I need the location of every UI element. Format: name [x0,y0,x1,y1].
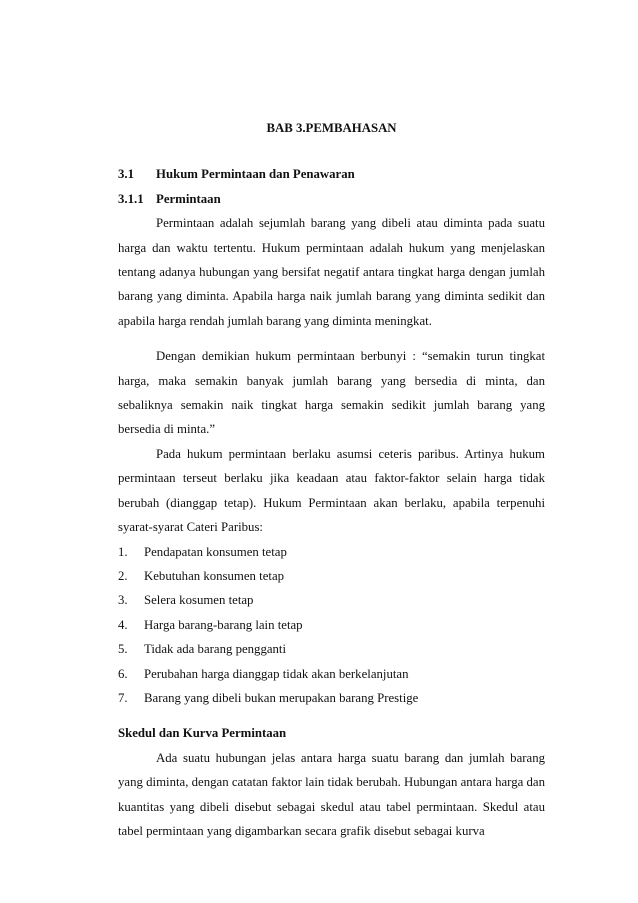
paragraph-definition: Permintaan adalah sejumlah barang yang dibeli atau diminta pada suatu harga dan waktu tertentu. Hukum permintaan adalah hukum yang menjelaskan tentang adanya hubungan yang bersifat negatif antara tingkat harga dengan jumlah barang yang diminta. Apabila harga naik jumlah barang yang diminta sedikit dan apabila harga rendah jumlah barang yang diminta meningkat. [118,216,545,328]
list-item-text: Barang yang dibeli bukan merupakan barang Prestige [144,690,419,705]
list-item-text: Perubahan harga dianggap tidak akan berkelanjutan [144,666,409,681]
section-heading [118,162,545,186]
list-item [118,662,545,686]
subsection-number: 3.1.1 [118,191,144,206]
list-marker: 1. [118,544,128,559]
list-marker: 2. [118,568,128,583]
list-item [118,564,545,588]
list-marker: 4. [118,617,128,632]
section-title: Hukum Permintaan dan Penawaran [156,167,355,182]
list-item-text: Harga barang-barang lain tetap [144,617,303,632]
list-marker: 7. [118,690,128,705]
paragraph-schedule: Ada suatu hubungan jelas antara harga suatu barang dan jumlah barang yang diminta, dengan catatan faktor lain tidak berubah. Hubungan antara harga dan kuantitas yang dibeli disebut sebagai skedul atau tabel permintaan. Skedul atau tabel permintaan yang digambarkan secara grafik disebut sebagai kurva [118,750,545,838]
paragraph-ceteris-paribus: Pada hukum permintaan berlaku asumsi ceteris paribus. Artinya hukum permintaan terseut berlaku jika keadaan atau faktor-faktor selain harga tidak berubah (dianggap tetap). Hukum Permintaan akan berlaku, apabila terpenuhi syarat-syarat Cateri Paribus: [118,446,545,535]
list-marker: 5. [118,642,128,657]
list-item-text: Pendapatan konsumen tetap [144,544,287,559]
list-marker: 3. [118,593,128,608]
subsection-title: Permintaan [156,191,221,206]
schedule-heading: Skedul dan Kurva Permintaan [118,726,287,741]
list-marker: 6. [118,666,128,681]
list-item [118,540,545,564]
list-item [118,588,545,612]
list-item [118,613,545,637]
paragraph-law-statement: Dengan demikian hukum permintaan berbunyi : “semakin turun tingkat harga, maka semakin banyak jumlah barang yang bersedia di minta, dan sebaliknya semakin naik tingkat harga semakin sedikit jumlah barang yang bersedia di minta.” [118,349,545,437]
chapter-title: BAB 3.PEMBAHASAN [266,121,397,135]
list-item-text: Selera kosumen tetap [144,593,254,608]
section-number: 3.1 [118,167,134,182]
list-item [118,637,545,661]
list-item [118,686,545,710]
page-content [118,116,545,843]
list-item-text: Kebutuhan konsumen tetap [144,568,285,583]
subsection-heading [118,187,545,211]
conditions-list [118,540,545,711]
list-item-text: Tidak ada barang pengganti [144,642,287,657]
